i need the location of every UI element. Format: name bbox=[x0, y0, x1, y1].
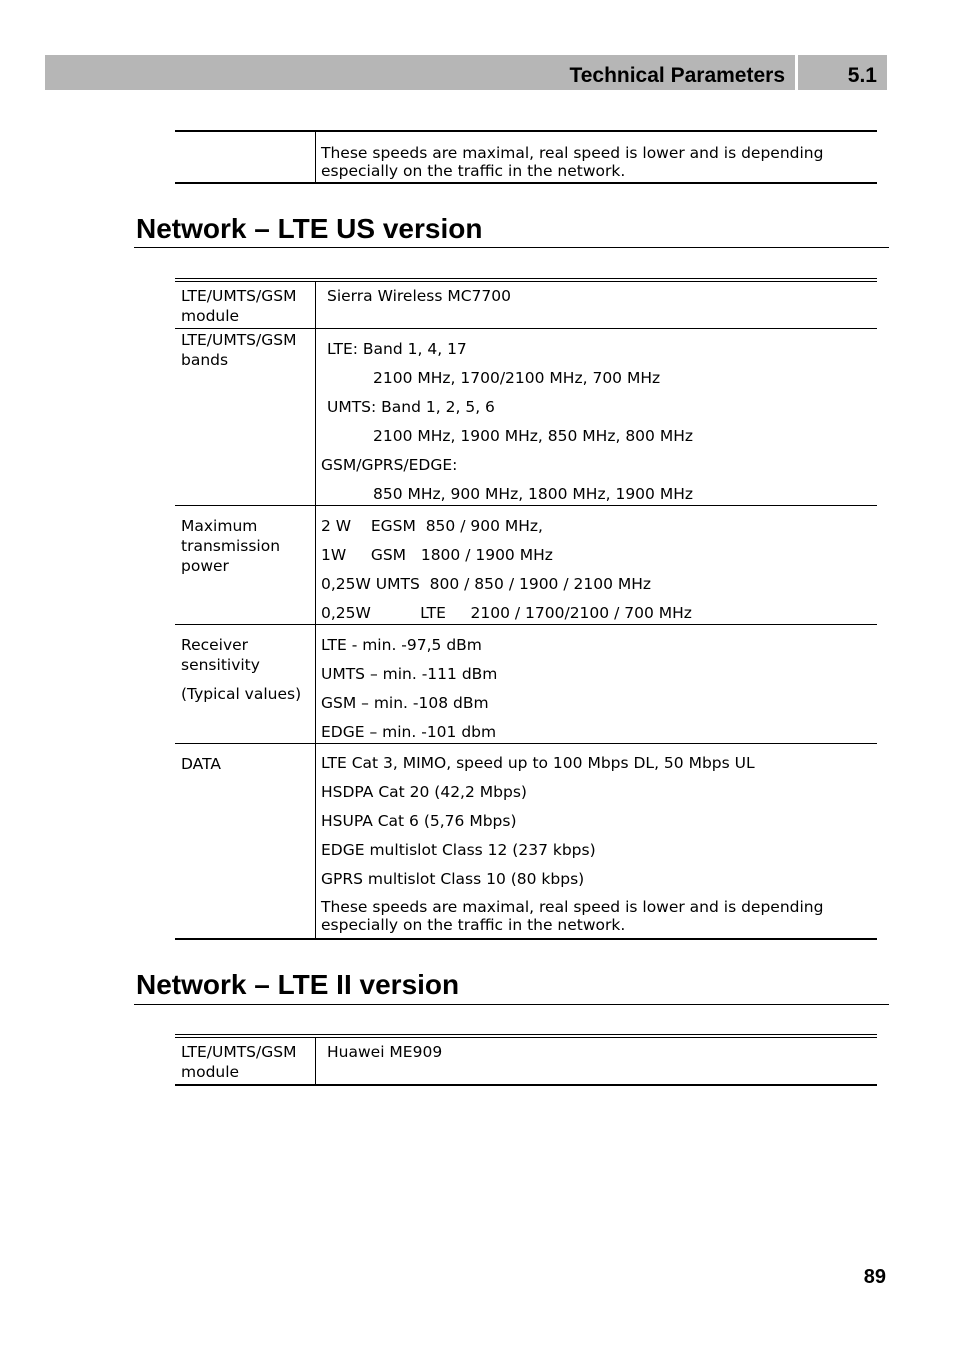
data-line: EDGE multislot Class 12 (237 kbps) bbox=[321, 841, 596, 859]
table-row bbox=[175, 1038, 877, 1084]
header-bar bbox=[45, 55, 795, 90]
module-value: Sierra Wireless MC7700 bbox=[327, 287, 512, 305]
table-row bbox=[175, 743, 877, 938]
sensitivity-line: EDGE – min. -101 dbm bbox=[321, 723, 497, 741]
module-value: Huawei ME909 bbox=[327, 1043, 443, 1061]
sensitivity-line: GSM – min. -108 dBm bbox=[321, 694, 489, 712]
row-label: LTE/UMTS/GSM module bbox=[175, 282, 316, 328]
speed-note: These speeds are maximal, real speed is lower and is depending especially on the traffic in the network. bbox=[321, 898, 824, 934]
band-line: 2100 MHz, 1700/2100 MHz, 700 MHz bbox=[373, 369, 661, 387]
row-label: LTE/UMTS/GSM bands bbox=[175, 329, 316, 505]
table-row bbox=[175, 132, 877, 182]
row-label: Receiver sensitivity bbox=[181, 636, 260, 674]
table-row bbox=[175, 624, 877, 743]
row-sublabel: (Typical values) bbox=[181, 685, 302, 703]
heading-rule bbox=[134, 1004, 889, 1005]
data-list bbox=[316, 744, 877, 938]
bands-list bbox=[316, 329, 877, 505]
data-line: HSUPA Cat 6 (5,76 Mbps) bbox=[321, 812, 517, 830]
heading-rule bbox=[134, 247, 889, 248]
band-line: LTE: Band 1, 4, 17 bbox=[327, 340, 467, 358]
band-line: GSM/GPRS/EDGE: bbox=[321, 456, 458, 474]
top-table bbox=[175, 130, 877, 184]
sensitivity-line: LTE - min. -97,5 dBm bbox=[321, 636, 482, 654]
table-row bbox=[175, 505, 877, 624]
page-number: 89 bbox=[863, 1266, 886, 1288]
power-list bbox=[316, 506, 877, 624]
header-title: Technical Parameters bbox=[569, 64, 785, 87]
header-section-box bbox=[798, 55, 887, 90]
band-line: 850 MHz, 900 MHz, 1800 MHz, 1900 MHz bbox=[373, 485, 693, 503]
data-line: GPRS multislot Class 10 (80 kbps) bbox=[321, 870, 585, 888]
row-label: DATA bbox=[175, 744, 316, 938]
table-row bbox=[175, 328, 877, 505]
lte-us-table bbox=[175, 278, 877, 940]
row-label-cell bbox=[175, 625, 316, 743]
section-heading-lte-us: Network – LTE US version bbox=[136, 213, 483, 244]
power-line: 2 W EGSM 850 / 900 MHz, bbox=[321, 517, 543, 535]
data-line: HSDPA Cat 20 (42,2 Mbps) bbox=[321, 783, 527, 801]
speed-note: These speeds are maximal, real speed is lower and is depending especially on the traffic in the network. bbox=[321, 144, 824, 180]
table-row bbox=[175, 282, 877, 328]
header-section-number: 5.1 bbox=[847, 64, 877, 87]
band-line: UMTS: Band 1, 2, 5, 6 bbox=[327, 398, 495, 416]
band-line: 2100 MHz, 1900 MHz, 850 MHz, 800 MHz bbox=[373, 427, 693, 445]
section-heading-lte-ii: Network – LTE II version bbox=[136, 969, 460, 1000]
power-line: 0,25W UMTS 800 / 850 / 1900 / 2100 MHz bbox=[321, 575, 652, 593]
power-line: 1W GSM 1800 / 1900 MHz bbox=[321, 546, 553, 564]
sensitivity-line: UMTS – min. -111 dBm bbox=[321, 665, 498, 683]
row-label: Maximum transmission power bbox=[175, 506, 316, 624]
lte-ii-table bbox=[175, 1034, 877, 1086]
sensitivity-list bbox=[316, 625, 877, 743]
row-label: LTE/UMTS/GSM module bbox=[175, 1038, 316, 1084]
power-line: 0,25W LTE 2100 / 1700/2100 / 700 MHz bbox=[321, 604, 692, 622]
data-line: LTE Cat 3, MIMO, speed up to 100 Mbps DL, 50 Mbps UL bbox=[321, 754, 755, 772]
